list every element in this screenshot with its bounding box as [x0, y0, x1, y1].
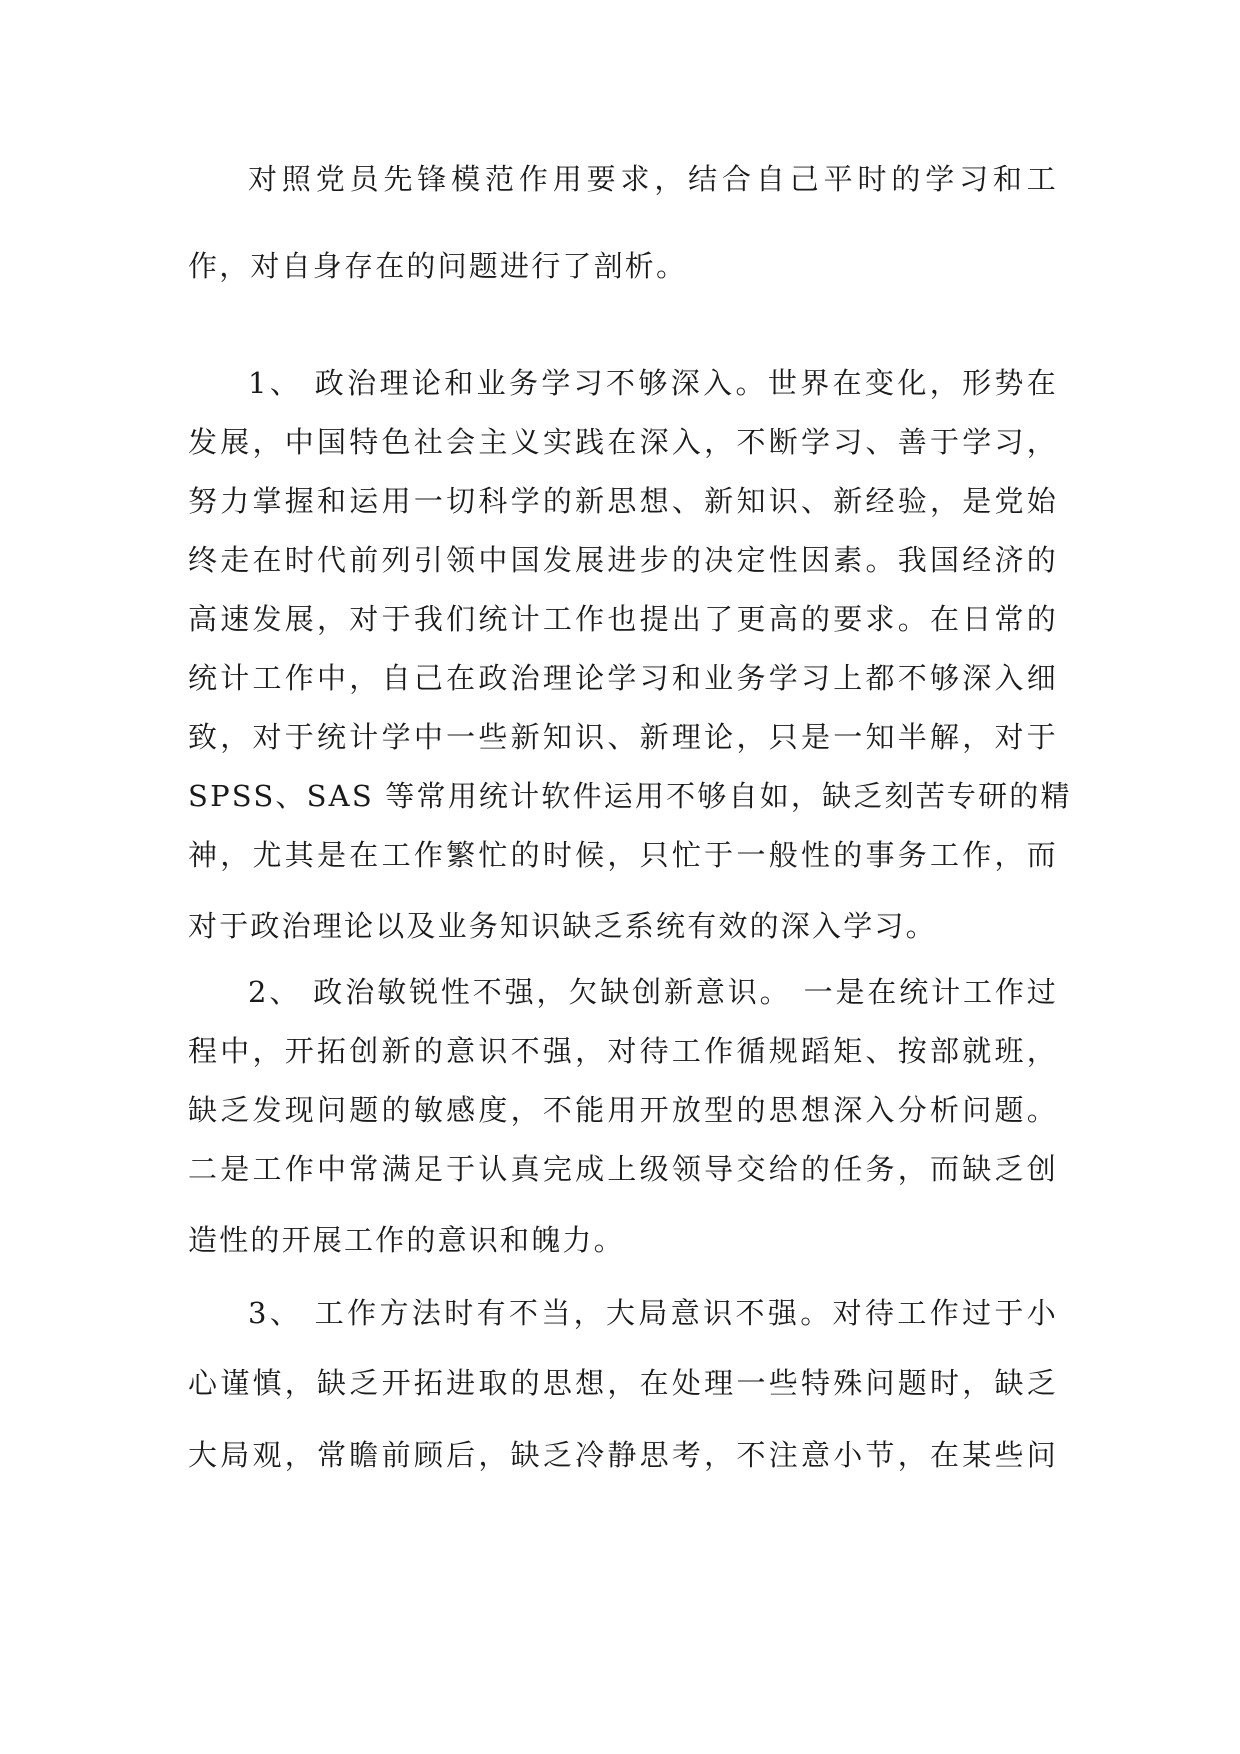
paragraph-line: 神，尤其是在工作繁忙的时候，只忙于一般性的事务工作，而	[188, 838, 1058, 872]
paragraph-line: 2、 政治敏锐性不强，欠缺创新意识。 一是在统计工作过	[248, 975, 1058, 1009]
paragraph-line: SPSS、SAS 等常用统计软件运用不够自如，缺乏刻苦专研的精	[188, 779, 1072, 813]
paragraph-line: 致，对于统计学中一些新知识、新理论，只是一知半解，对于	[188, 720, 1058, 754]
paragraph-line: 3、 工作方法时有不当，大局意识不强。对待工作过于小	[248, 1296, 1058, 1330]
paragraph-line: 心谨慎，缺乏开拓进取的思想，在处理一些特殊问题时，缺乏	[188, 1366, 1058, 1400]
paragraph-line: 对于政治理论以及业务知识缺乏系统有效的深入学习。	[188, 909, 937, 943]
paragraph-line: 高速发展，对于我们统计工作也提出了更高的要求。在日常的	[188, 602, 1058, 636]
paragraph-line: 二是工作中常满足于认真完成上级领导交给的任务，而缺乏创	[188, 1152, 1058, 1186]
paragraph-line: 大局观，常瞻前顾后，缺乏冷静思考，不注意小节，在某些问	[188, 1438, 1058, 1472]
paragraph-line: 程中，开拓创新的意识不强，对待工作循规蹈矩、按部就班，	[188, 1034, 1058, 1068]
paragraph-line: 作，对自身存在的问题进行了剖析。	[188, 249, 688, 283]
paragraph-line: 对照党员先锋模范作用要求，结合自己平时的学习和工	[248, 162, 1058, 196]
paragraph-line: 发展，中国特色社会主义实践在深入，不断学习、善于学习，	[188, 425, 1058, 459]
paragraph-line: 缺乏发现问题的敏感度，不能用开放型的思想深入分析问题。	[188, 1093, 1058, 1127]
paragraph-line: 努力掌握和运用一切科学的新思想、新知识、新经验，是党始	[188, 484, 1058, 518]
paragraph-line: 造性的开展工作的意识和魄力。	[188, 1223, 625, 1257]
paragraph-line: 统计工作中，自己在政治理论学习和业务学习上都不够深入细	[188, 661, 1058, 695]
paragraph-line: 终走在时代前列引领中国发展进步的决定性因素。我国经济的	[188, 543, 1058, 577]
paragraph-line: 1、 政治理论和业务学习不够深入。世界在变化，形势在	[248, 366, 1058, 400]
